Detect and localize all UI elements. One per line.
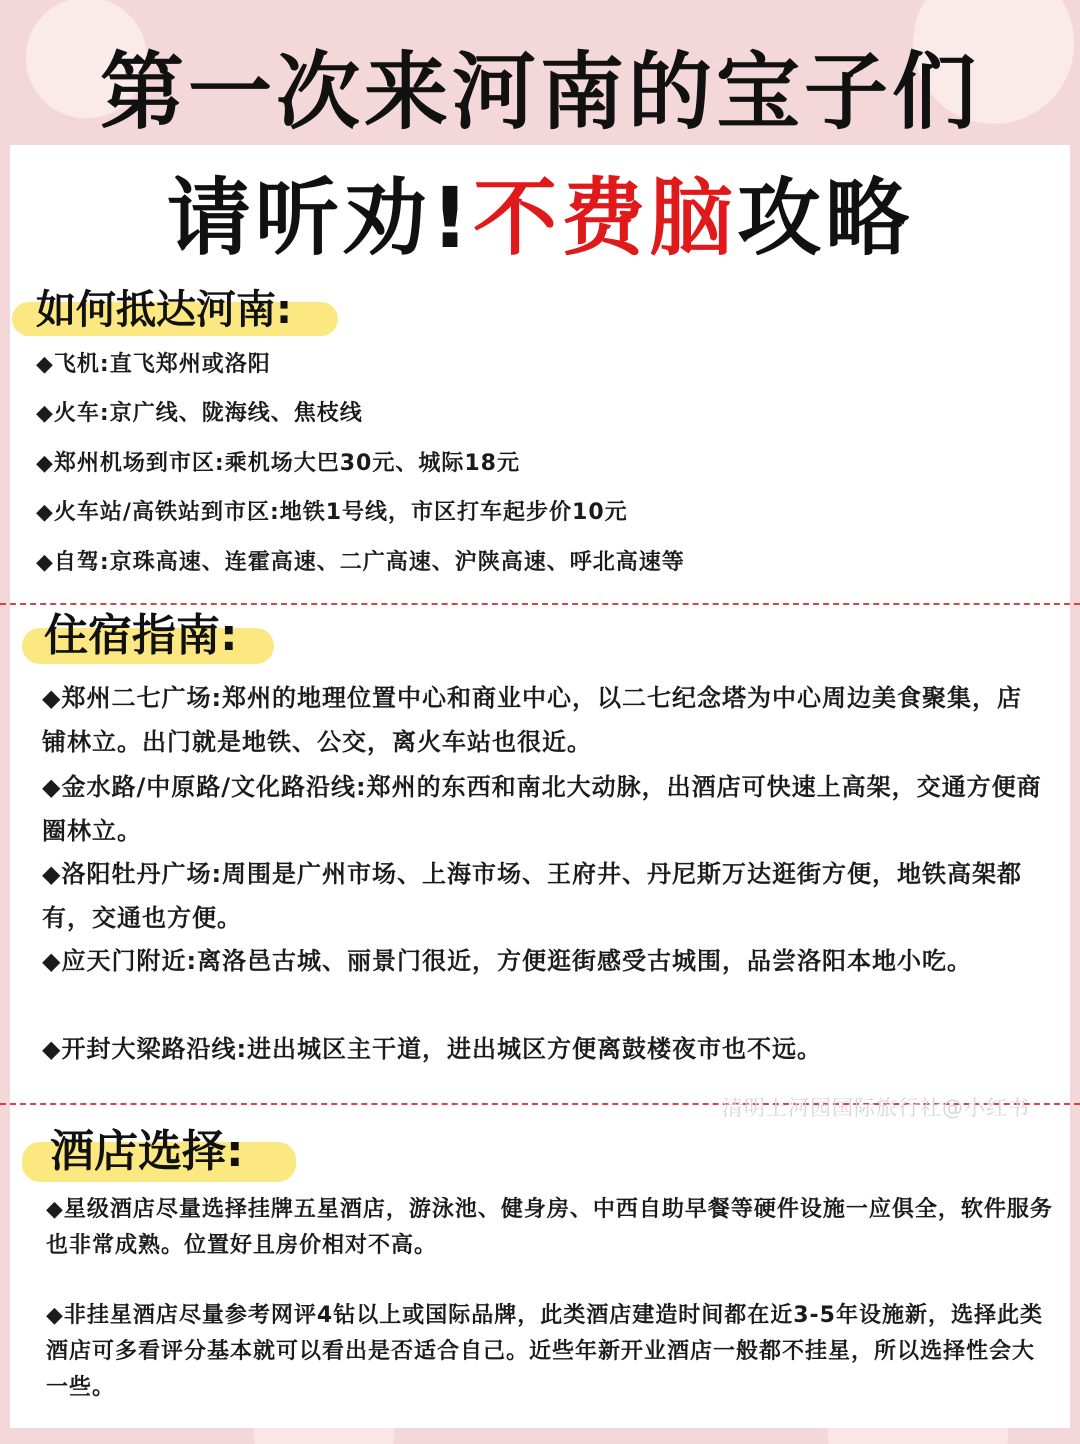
title-highlight: 不费脑 bbox=[473, 169, 738, 267]
title-prefix: 请听劝! bbox=[166, 169, 474, 267]
heading-arrive: 如何抵达河南: bbox=[36, 280, 292, 340]
stay-item-5: ◆开封大梁路沿线:进出城区主干道，进出城区方便离鼓楼夜市也不远。 bbox=[42, 1035, 823, 1063]
stay-item-4: ◆应天门附近:离洛邑古城、丽景门很近，方便逛街感受古城围，品尝洛阳本地小吃。 bbox=[42, 947, 973, 975]
arrive-item-2: ◆火车:京广线、陇海线、焦枝线 bbox=[36, 401, 363, 426]
heading-stay: 住宿指南: bbox=[44, 604, 238, 668]
arrive-item-1: ◆飞机:直飞郑州或洛阳 bbox=[36, 352, 271, 377]
arrive-item-3: ◆郑州机场到市区:乘机场大巴30元、城际18元 bbox=[36, 451, 520, 476]
main-title-line2 bbox=[0, 168, 1080, 268]
stay-item-1: ◆郑州二七广场:郑州的地理位置中心和商业中心，以二七纪念塔为中心周边美食聚集，店铺林立。出门就是地铁、公交，离火车站也很近。 bbox=[42, 684, 1023, 756]
arrive-item-5: ◆自驾:京珠高速、连霍高速、二广高速、沪陕高速、呼北高速等 bbox=[36, 550, 685, 575]
watermark: 清明上河园国际旅行社@小红书 bbox=[722, 1096, 1030, 1120]
stay-item-2: ◆金水路/中原路/文化路沿线:郑州的东西和南北大动脉，出酒店可快速上高架，交通方便商圈林立。 bbox=[42, 773, 1042, 845]
arrive-item-4: ◆火车站/高铁站到市区:地铁1号线，市区打车起步价10元 bbox=[36, 500, 628, 525]
main-title-line1: 第一次来河南的宝子们 bbox=[99, 43, 980, 141]
hotel-item-1: ◆星级酒店尽量选择挂牌五星酒店，游泳池、健身房、中西自助早餐等硬件设施一应俱全，软件服务也非常成熟。位置好且房价相对不高。 bbox=[46, 1197, 1053, 1258]
hotel-item-2: ◆非挂星酒店尽量参考网评4钻以上或国际品牌，此类酒店建造时间都在近3-5年设施新，选择此类酒店可多看评分基本就可以看出是否适合自己。近些年新开业酒店一般都不挂星，所以选择性会大一些。 bbox=[46, 1303, 1043, 1400]
heading-hotel: 酒店选择: bbox=[50, 1120, 244, 1184]
stay-item-3: ◆洛阳牡丹广场:周围是广州市场、上海市场、王府井、丹尼斯万达逛街方便，地铁高架都有，交通也方便。 bbox=[42, 860, 1023, 932]
title-suffix: 攻略 bbox=[737, 169, 914, 267]
